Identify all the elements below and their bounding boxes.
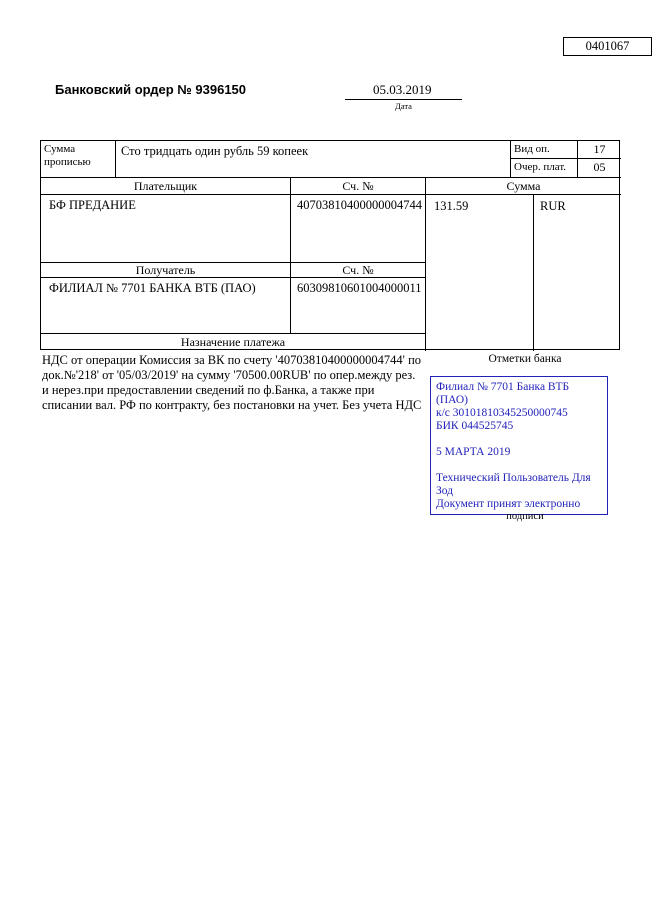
- order-table: [40, 140, 620, 350]
- stamp-line: БИК 044525745: [436, 420, 514, 432]
- stamp-line: Документ принят электронно: [436, 498, 581, 510]
- date-label: Дата: [395, 101, 412, 111]
- date-value: 05.03.2019: [373, 82, 432, 97]
- stamp-line: Филиал № 7701 Банка ВТБ (ПАО): [436, 381, 570, 406]
- stamp-line: 5 МАРТА 2019: [436, 446, 511, 458]
- amount-value: 131.59: [426, 195, 534, 351]
- op-type-value: 17: [578, 141, 621, 159]
- amount-in-words-label: Сумма прописью: [41, 141, 116, 178]
- stamp-line: к/с 30101810345250000745: [436, 407, 568, 419]
- payment-priority-label: Очер. плат.: [511, 159, 578, 178]
- currency-code: RUR: [540, 199, 566, 213]
- recipient-account: 60309810601004000011: [291, 278, 426, 334]
- recipient-name: ФИЛИАЛ № 7701 БАНКА ВТБ (ПАО): [41, 278, 291, 334]
- amount-header: Сумма: [426, 178, 621, 195]
- date-underline: [345, 99, 462, 100]
- signatures-label: подписи: [506, 511, 544, 522]
- recipient-section-header: Получатель: [41, 263, 291, 278]
- payment-priority-value: 05: [578, 159, 621, 178]
- payer-account: 40703810400000004744: [291, 195, 426, 263]
- payer-account-header: Сч. №: [291, 178, 426, 195]
- document-title: Банковский ордер № 9396150: [55, 82, 247, 97]
- bank-marks-label: Отметки банка: [488, 353, 562, 365]
- recipient-account-header: Сч. №: [291, 263, 426, 278]
- purpose-text: НДС от операции Комиссия за ВК по счету '40703810400000004744' по док.№'218' от '05/03/2019' на сумму '70500.00RUB' по опер.между рез. и нерез.при предоставлении сведений по ф.Банка, а также при списании вал. РФ по контракту, без постановки на учет. Без учета НДС: [42, 353, 422, 412]
- form-code: 0401067: [585, 39, 630, 53]
- stamp-line: [436, 459, 603, 472]
- bank-stamp: [430, 376, 608, 515]
- amount-in-words-value: Сто тридцать один рубль 59 копеек: [116, 141, 511, 178]
- payer-section-header: Плательщик: [41, 178, 291, 195]
- stamp-line: Технический Пользователь Для Зод: [436, 472, 591, 497]
- payer-name: БФ ПРЕДАНИЕ: [41, 195, 291, 263]
- purpose-header: Назначение платежа: [41, 334, 426, 351]
- form-code-box: [563, 37, 652, 56]
- op-type-label: Вид оп.: [511, 141, 578, 159]
- stamp-line: [436, 433, 603, 446]
